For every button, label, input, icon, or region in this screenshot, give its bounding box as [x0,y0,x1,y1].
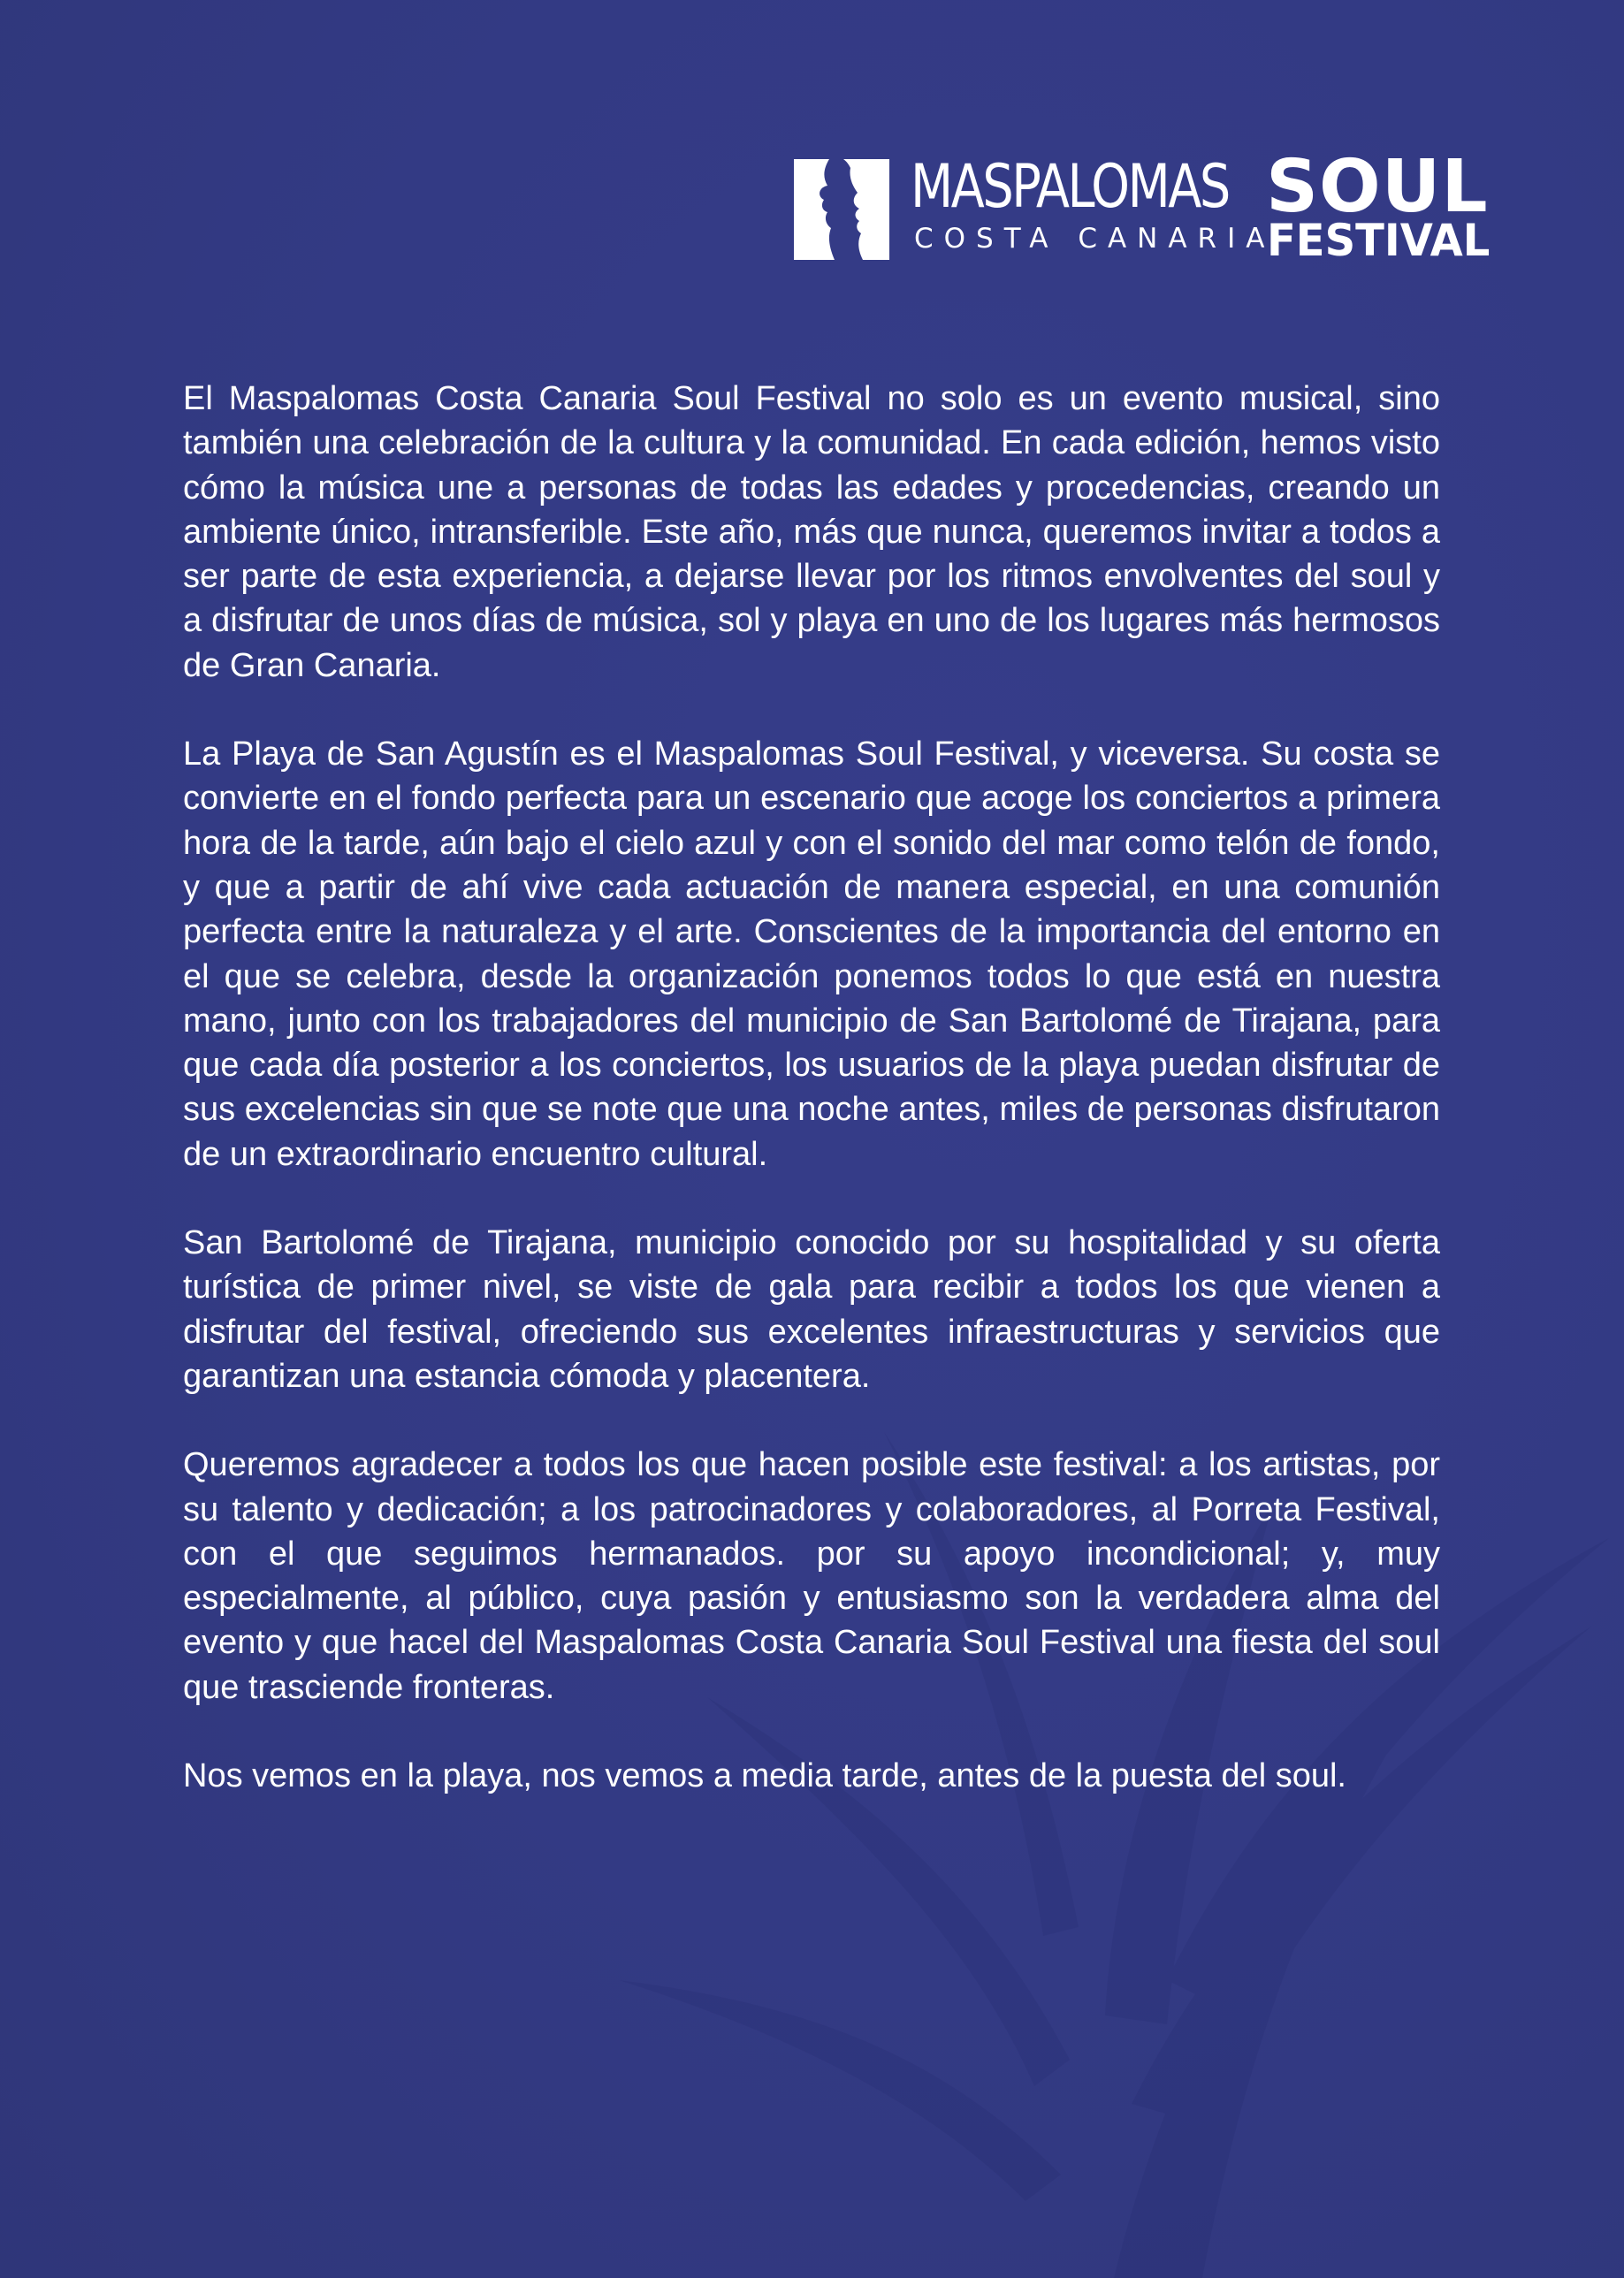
logo-brand-text: MASPALOMAS [911,152,1229,222]
logo-subtitle: COSTA CANARIA [914,223,1276,255]
paragraph-closing: Nos vemos en la playa, nos vemos a media tarde, antes de la puesta del soul. [183,1757,1346,1795]
paragraph-san-agustin: La Playa de San Agustín es el Maspalomas Soul Festival, y viceversa. Su costa se convierte en el fondo perfecta para un escenario que acoge los conciertos a primera hora de la tarde, aún bajo el cielo azul y con el sonido del mar como telón de fondo, y que a partir de ahí vive cada actuación de manera especial, en una comunión perfecta entre la naturaleza y el arte. Conscientes de la importancia del entorno en el que se celebra, desde la organización ponemos todos lo que está en nuestra mano, junto con los trabajadores del municipio de San Bartolomé de Tirajana, para que cada día posterior a los conciertos, los usuarios de la playa puedan disfrutar de sus excelencias sin que se note que una noche antes, miles de personas disfrutaron de un extraordinario encuentro cultural. [183,735,1440,1173]
paragraph-san-bartolome: San Bartolomé de Tirajana, municipio conocido por su hospitalidad y su oferta turística de primer nivel, se viste de gala para recibir a todos los que vienen a disfrutar del festival, ofreciendo sus excelentes infraestructuras y servicios que garantizan una estancia cómoda y placentera. [183,1224,1440,1395]
festival-logo [794,145,1492,266]
body-text [183,377,1440,1842]
profile-faces-icon [794,159,889,260]
paragraph-thanks: Queremos agradecer a todos los que hacen posible este festival: a los artistas, por su talento y dedicación; a los patrocinadores y colaboradores, al Porreta Festival, con el que seguimos hermanados. por su apoyo incondicional; y, muy especialmente, al público, cuya pasión y entusiasmo son la verdadera alma del evento y que hacel del Maspalomas Costa Canaria Soul Festival una fiesta del soul que trasciende fronteras. [183,1446,1440,1706]
logo-soul-text: SOUL [1266,145,1489,229]
logo-festival-text: FESTIVAL [1267,215,1491,266]
paragraph-intro: El Maspalomas Costa Canaria Soul Festival no solo es un evento musical, sino también una celebración de la cultura y la comunidad. En cada edición, hemos visto cómo la música une a personas de todas las edades y procedencias, creando un ambiente único, intransferible. Este año, más que nunca, queremos invitar a todos a ser parte de esta experiencia, a dejarse llevar por los ritmos envolventes del soul y a disfrutar de unos días de música, sol y playa en uno de los lugares más hermosos de Gran Canaria. [183,380,1440,684]
